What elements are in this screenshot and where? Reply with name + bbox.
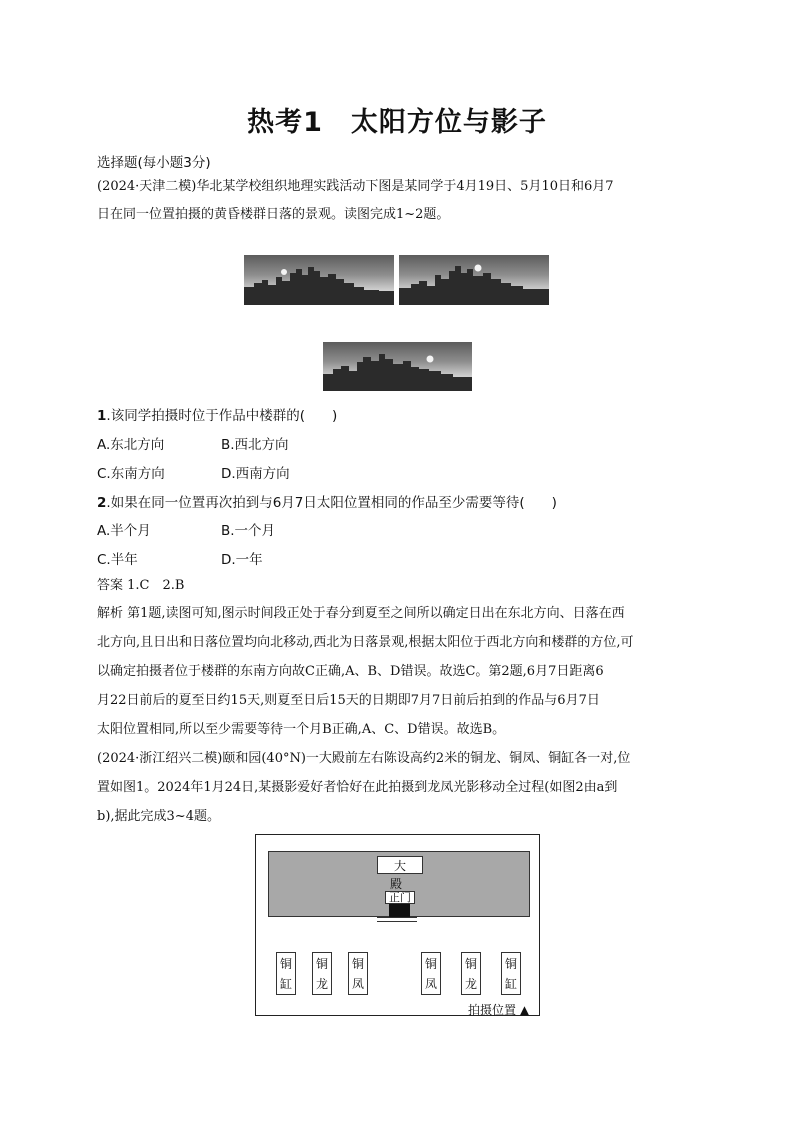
analysis-line: 解析 第1题,读图可知,图示时间段正处于春分到夏至之间所以确定日出在东北方向、日落在西: [97, 606, 625, 621]
intro1-line1: (2024·天津二模)华北某学校组织地理实践活动下图是某同学于4月19日、5月10日和6月7: [97, 179, 614, 194]
question-stem: .该同学拍摄时位于作品中楼群的( ): [106, 408, 338, 424]
question-number: 2: [97, 495, 107, 511]
palace-layout-diagram: [255, 834, 540, 1016]
door-label: 正门: [385, 891, 415, 904]
statue-bronze-phoenix-left: 铜 凤: [348, 952, 368, 995]
statue-bronze-dragon-right: 铜 龙: [461, 952, 481, 995]
option-c: C.东南方向: [97, 466, 165, 482]
statue-bronze-vat-left: 铜 缸: [276, 952, 296, 995]
analysis-line: 太阳位置相同,所以至少需要等待一个月B正确,A、C、D错误。故选B。: [97, 722, 506, 737]
shooting-position: [468, 1001, 529, 1018]
sunset-photo-may10: [399, 255, 549, 305]
sunset-photo-jun07: [323, 342, 472, 391]
question-1: [97, 404, 337, 424]
option-b: B.西北方向: [221, 437, 289, 453]
question-2: [97, 491, 557, 511]
main-door: [389, 904, 410, 917]
intro2-line: (2024·浙江绍兴二模)颐和园(40°N)一大殿前左右陈设高约2米的铜龙、铜凤、铜缸各一对,位: [97, 751, 631, 766]
option-c: C.半年: [97, 552, 138, 568]
triangle-up-icon: ▲: [519, 1003, 530, 1017]
option-a: A.半个月: [97, 523, 151, 539]
statue-bronze-dragon-left: 铜 龙: [312, 952, 332, 995]
analysis-line: 以确定拍摄者位于楼群的东南方向故C正确,A、B、D错误。故选C。第2题,6月7日距离6: [97, 664, 604, 679]
answer-line: 答案 1.C 2.B: [97, 578, 185, 593]
sunset-photo-apr19: [244, 255, 394, 305]
page-title: 热考1 太阳方位与影子: [247, 107, 547, 138]
section-heading: 选择题(每小题3分): [97, 155, 211, 171]
steps: [377, 917, 417, 922]
option-b: B.一个月: [221, 523, 276, 539]
question-stem: .如果在同一位置再次拍到与6月7日太阳位置相同的作品至少需要等待( ): [106, 495, 557, 511]
option-a: A.东北方向: [97, 437, 165, 453]
intro2-line: b),据此完成3~4题。: [97, 809, 220, 824]
option-d: D.一年: [221, 552, 263, 568]
intro2-line: 置如图1。2024年1月24日,某摄影爱好者恰好在此拍摄到龙凤光影移动全过程(如图2由a到: [97, 780, 618, 795]
analysis-line: 北方向,且日出和日落位置均向北移动,西北为日落景观,根据太阳位于西北方向和楼群的方位,可: [97, 635, 634, 650]
hall-label: 大 殿: [377, 856, 423, 874]
statue-bronze-vat-right: 铜 缸: [501, 952, 521, 995]
intro1-line2: 日在同一位置拍摄的黄昏楼群日落的景观。读图完成1~2题。: [97, 207, 450, 222]
question-number: 1: [97, 408, 107, 424]
analysis-line: 月22日前后的夏至日约15天,则夏至日后15天的日期即7月7日前后拍到的作品与6月7日: [97, 693, 600, 708]
shoot-label: 拍摄位置: [468, 1003, 517, 1017]
statue-bronze-phoenix-right: 铜 凤: [421, 952, 441, 995]
main-hall: [268, 851, 530, 917]
option-d: D.西南方向: [221, 466, 290, 482]
